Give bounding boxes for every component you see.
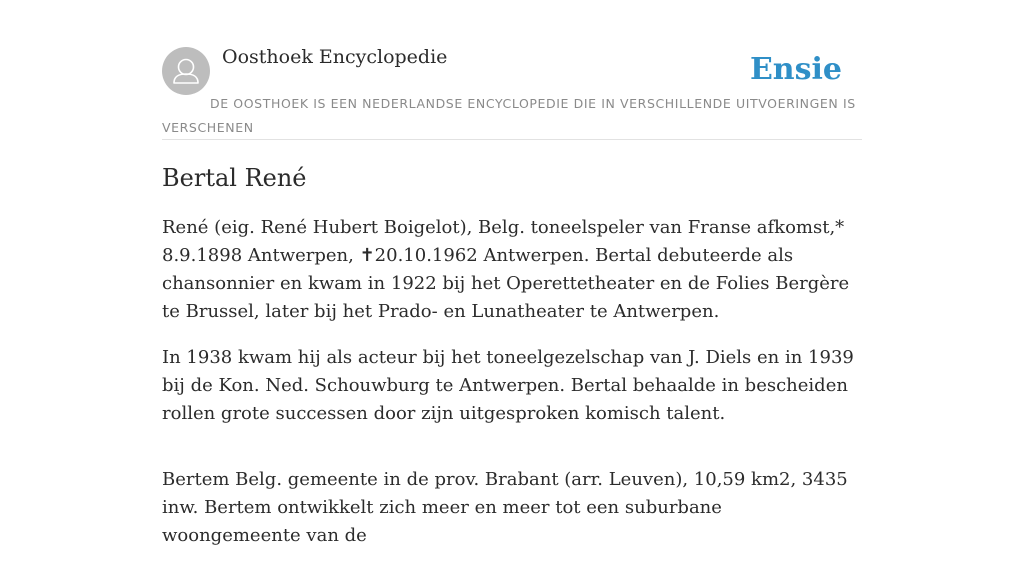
article: [162, 162, 862, 568]
article-paragraph: Bertem Belg. gemeente in de prov. Brabant (arr. Leuven), 10,59 km2, 3435 inw. Bertem ontwikkelt zich meer en meer tot een suburbane woongemeente van de: [162, 469, 848, 546]
article-title: Bertal René: [162, 164, 307, 192]
site-title[interactable]: Oosthoek Encyclopedie: [222, 46, 448, 68]
site-header: [162, 46, 862, 140]
user-icon: [162, 47, 210, 95]
article-paragraph: René (eig. René Hubert Boigelot), Belg. toneelspeler van Franse afkomst,* 8.9.1898 Antwerpen, ✝20.10.1962 Antwerpen. Bertal debuteerde als chansonnier en kwam in 1922 bij het Operettetheater en de Folies Bergère te Brussel, later bij het Prado- en Lunatheater te Antwerpen.: [162, 217, 850, 322]
brand-logo[interactable]: Ensie: [749, 52, 842, 87]
site-tagline: DE OOSTHOEK IS EEN NEDERLANDSE ENCYCLOPEDIE DIE IN VERSCHILLENDE UITVOERINGEN IS VERSCHENEN: [162, 96, 856, 135]
article-paragraph: In 1938 kwam hij als acteur bij het toneelgezelschap van J. Diels en in 1939 bij de Kon. Ned. Schouwburg te Antwerpen. Bertal behaalde in bescheiden rollen grote successen door zijn uitgesproken komisch talent.: [162, 347, 854, 424]
avatar[interactable]: [162, 47, 210, 95]
